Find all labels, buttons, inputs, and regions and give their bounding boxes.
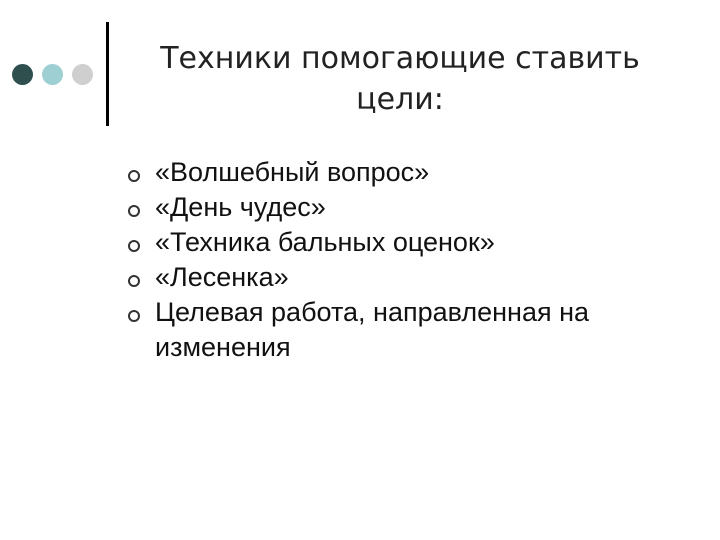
slide-title-line-2: цели: xyxy=(356,82,444,117)
slide-title-line-1: Техники помогающие ставить xyxy=(160,41,640,76)
gray-circle-icon xyxy=(72,64,93,85)
bullet-text: «Волшебный вопрос» xyxy=(155,157,430,187)
teal-circle-icon xyxy=(42,64,63,85)
list-item xyxy=(128,155,688,190)
list-item xyxy=(128,225,688,260)
bullet-text: «Лесенка» xyxy=(155,262,289,292)
bullet-text: Целевая работа, направленная на изменения xyxy=(155,297,590,362)
hollow-circle-icon xyxy=(128,275,140,287)
list-item xyxy=(128,295,688,365)
hollow-circle-icon xyxy=(128,240,140,252)
hollow-circle-icon xyxy=(128,205,140,217)
hollow-circle-icon xyxy=(128,170,140,182)
title-divider xyxy=(106,22,109,126)
bullet-text: «Техника бальных оценок» xyxy=(155,227,495,257)
bullet-text: «День чудес» xyxy=(155,192,326,222)
decorative-dots xyxy=(12,64,94,86)
dark-circle-icon xyxy=(12,64,33,85)
list-item xyxy=(128,190,688,225)
slide-title xyxy=(130,38,670,120)
hollow-circle-icon xyxy=(128,310,140,322)
list-item xyxy=(128,260,688,295)
bullet-list xyxy=(128,155,688,365)
